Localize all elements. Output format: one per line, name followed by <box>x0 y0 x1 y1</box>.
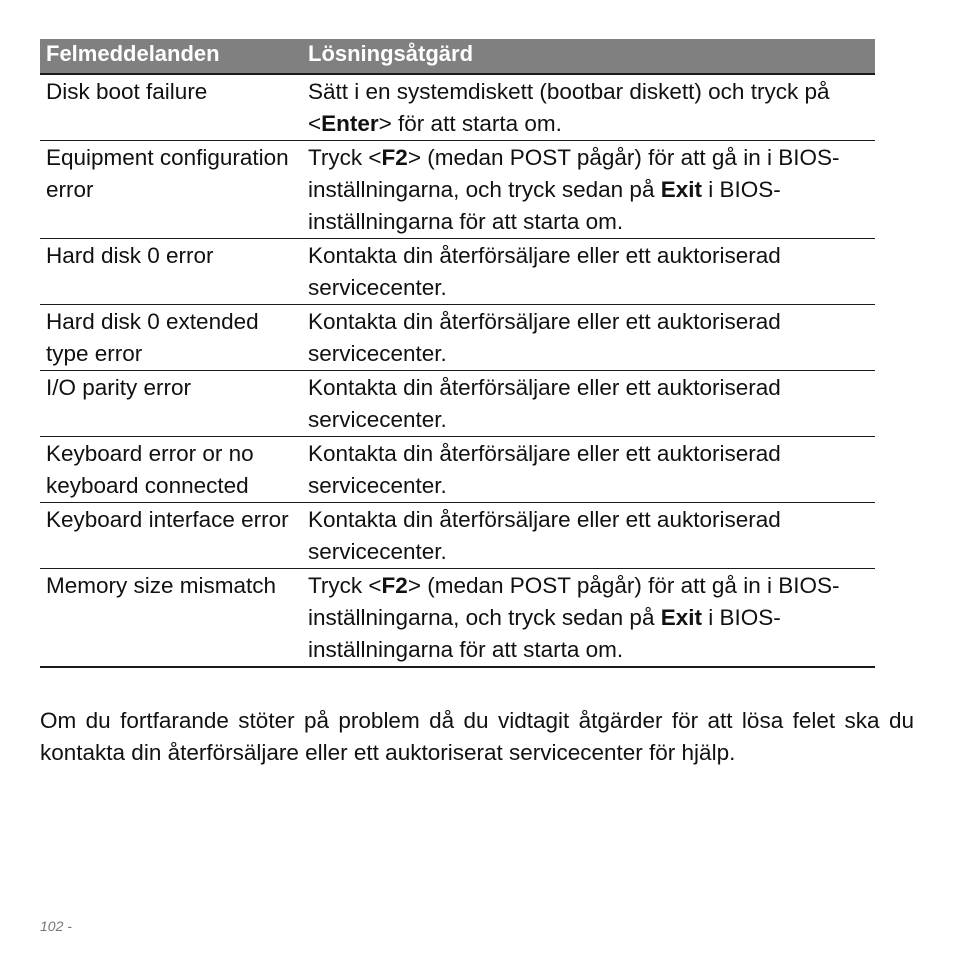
solution-text: Sätt i en systemdiskett (bootbar diskett) och tryck på < <box>308 79 830 136</box>
solution-cell <box>302 438 875 502</box>
error-message-cell: Equipment configuration error <box>46 145 289 202</box>
key-name: F2 <box>381 145 408 170</box>
solution-text: > (medan POST pågår) för att gå in i BIOS-inställningarna, och tryck sedan på <box>308 145 840 202</box>
solution-text: i BIOS-inställningarna för att starta om. <box>308 177 781 234</box>
key-name: Exit <box>660 177 702 202</box>
table-body <box>40 75 875 668</box>
table-row <box>40 503 875 569</box>
error-message-cell: Memory size mismatch <box>46 573 277 598</box>
table-row <box>40 305 875 371</box>
error-message-cell: Keyboard error or no keyboard connected <box>46 441 254 498</box>
error-message-cell: I/O parity error <box>46 375 192 400</box>
solution-cell <box>302 570 875 666</box>
table-row <box>40 371 875 437</box>
table-row <box>40 75 875 141</box>
footer-paragraph: Om du fortfarande stöter på problem då du vidtagit åtgärder för att lösa felet ska du kontakta din återförsäljare eller ett auktoriserat servicecenter för hjälp. <box>40 708 914 765</box>
solution-text: > (medan POST pågår) för att gå in i BIOS-inställningarna, och tryck sedan på <box>308 573 840 630</box>
solution-text: i BIOS-inställningarna för att starta om. <box>308 605 781 662</box>
error-message-cell: Disk boot failure <box>46 79 208 104</box>
table-row <box>40 141 875 239</box>
solution-cell <box>302 372 875 436</box>
error-message-cell: Keyboard interface error <box>46 507 289 532</box>
solution-cell <box>302 306 875 370</box>
table-row <box>40 437 875 503</box>
key-name: F2 <box>381 573 408 598</box>
error-message-cell: Hard disk 0 extended type error <box>46 309 259 366</box>
page-number: 102 - <box>40 918 72 934</box>
solution-text: Kontakta din återförsäljare eller ett auktoriserad servicecenter. <box>308 375 781 432</box>
solution-text: Tryck < <box>308 145 382 170</box>
table-row <box>40 239 875 305</box>
solution-cell <box>302 240 875 304</box>
table-header <box>40 39 875 75</box>
key-name: Exit <box>660 605 702 630</box>
solution-cell <box>302 76 875 140</box>
solution-text: Kontakta din återförsäljare eller ett auktoriserad servicecenter. <box>308 441 781 498</box>
solution-cell <box>302 504 875 568</box>
error-message-cell: Hard disk 0 error <box>46 243 214 268</box>
solution-text: Kontakta din återförsäljare eller ett auktoriserad servicecenter. <box>308 309 781 366</box>
solution-cell <box>302 142 875 238</box>
header-error-messages: Felmeddelanden <box>46 41 220 66</box>
solution-text: Kontakta din återförsäljare eller ett auktoriserad servicecenter. <box>308 507 781 564</box>
key-name: Enter <box>321 111 379 136</box>
header-solution: Lösningsåtgärd <box>308 41 474 66</box>
solution-text: Kontakta din återförsäljare eller ett auktoriserad servicecenter. <box>308 243 781 300</box>
solution-text: > för att starta om. <box>378 111 562 136</box>
solution-text: Tryck < <box>308 573 382 598</box>
table-row <box>40 569 875 668</box>
error-message-table <box>40 39 875 668</box>
